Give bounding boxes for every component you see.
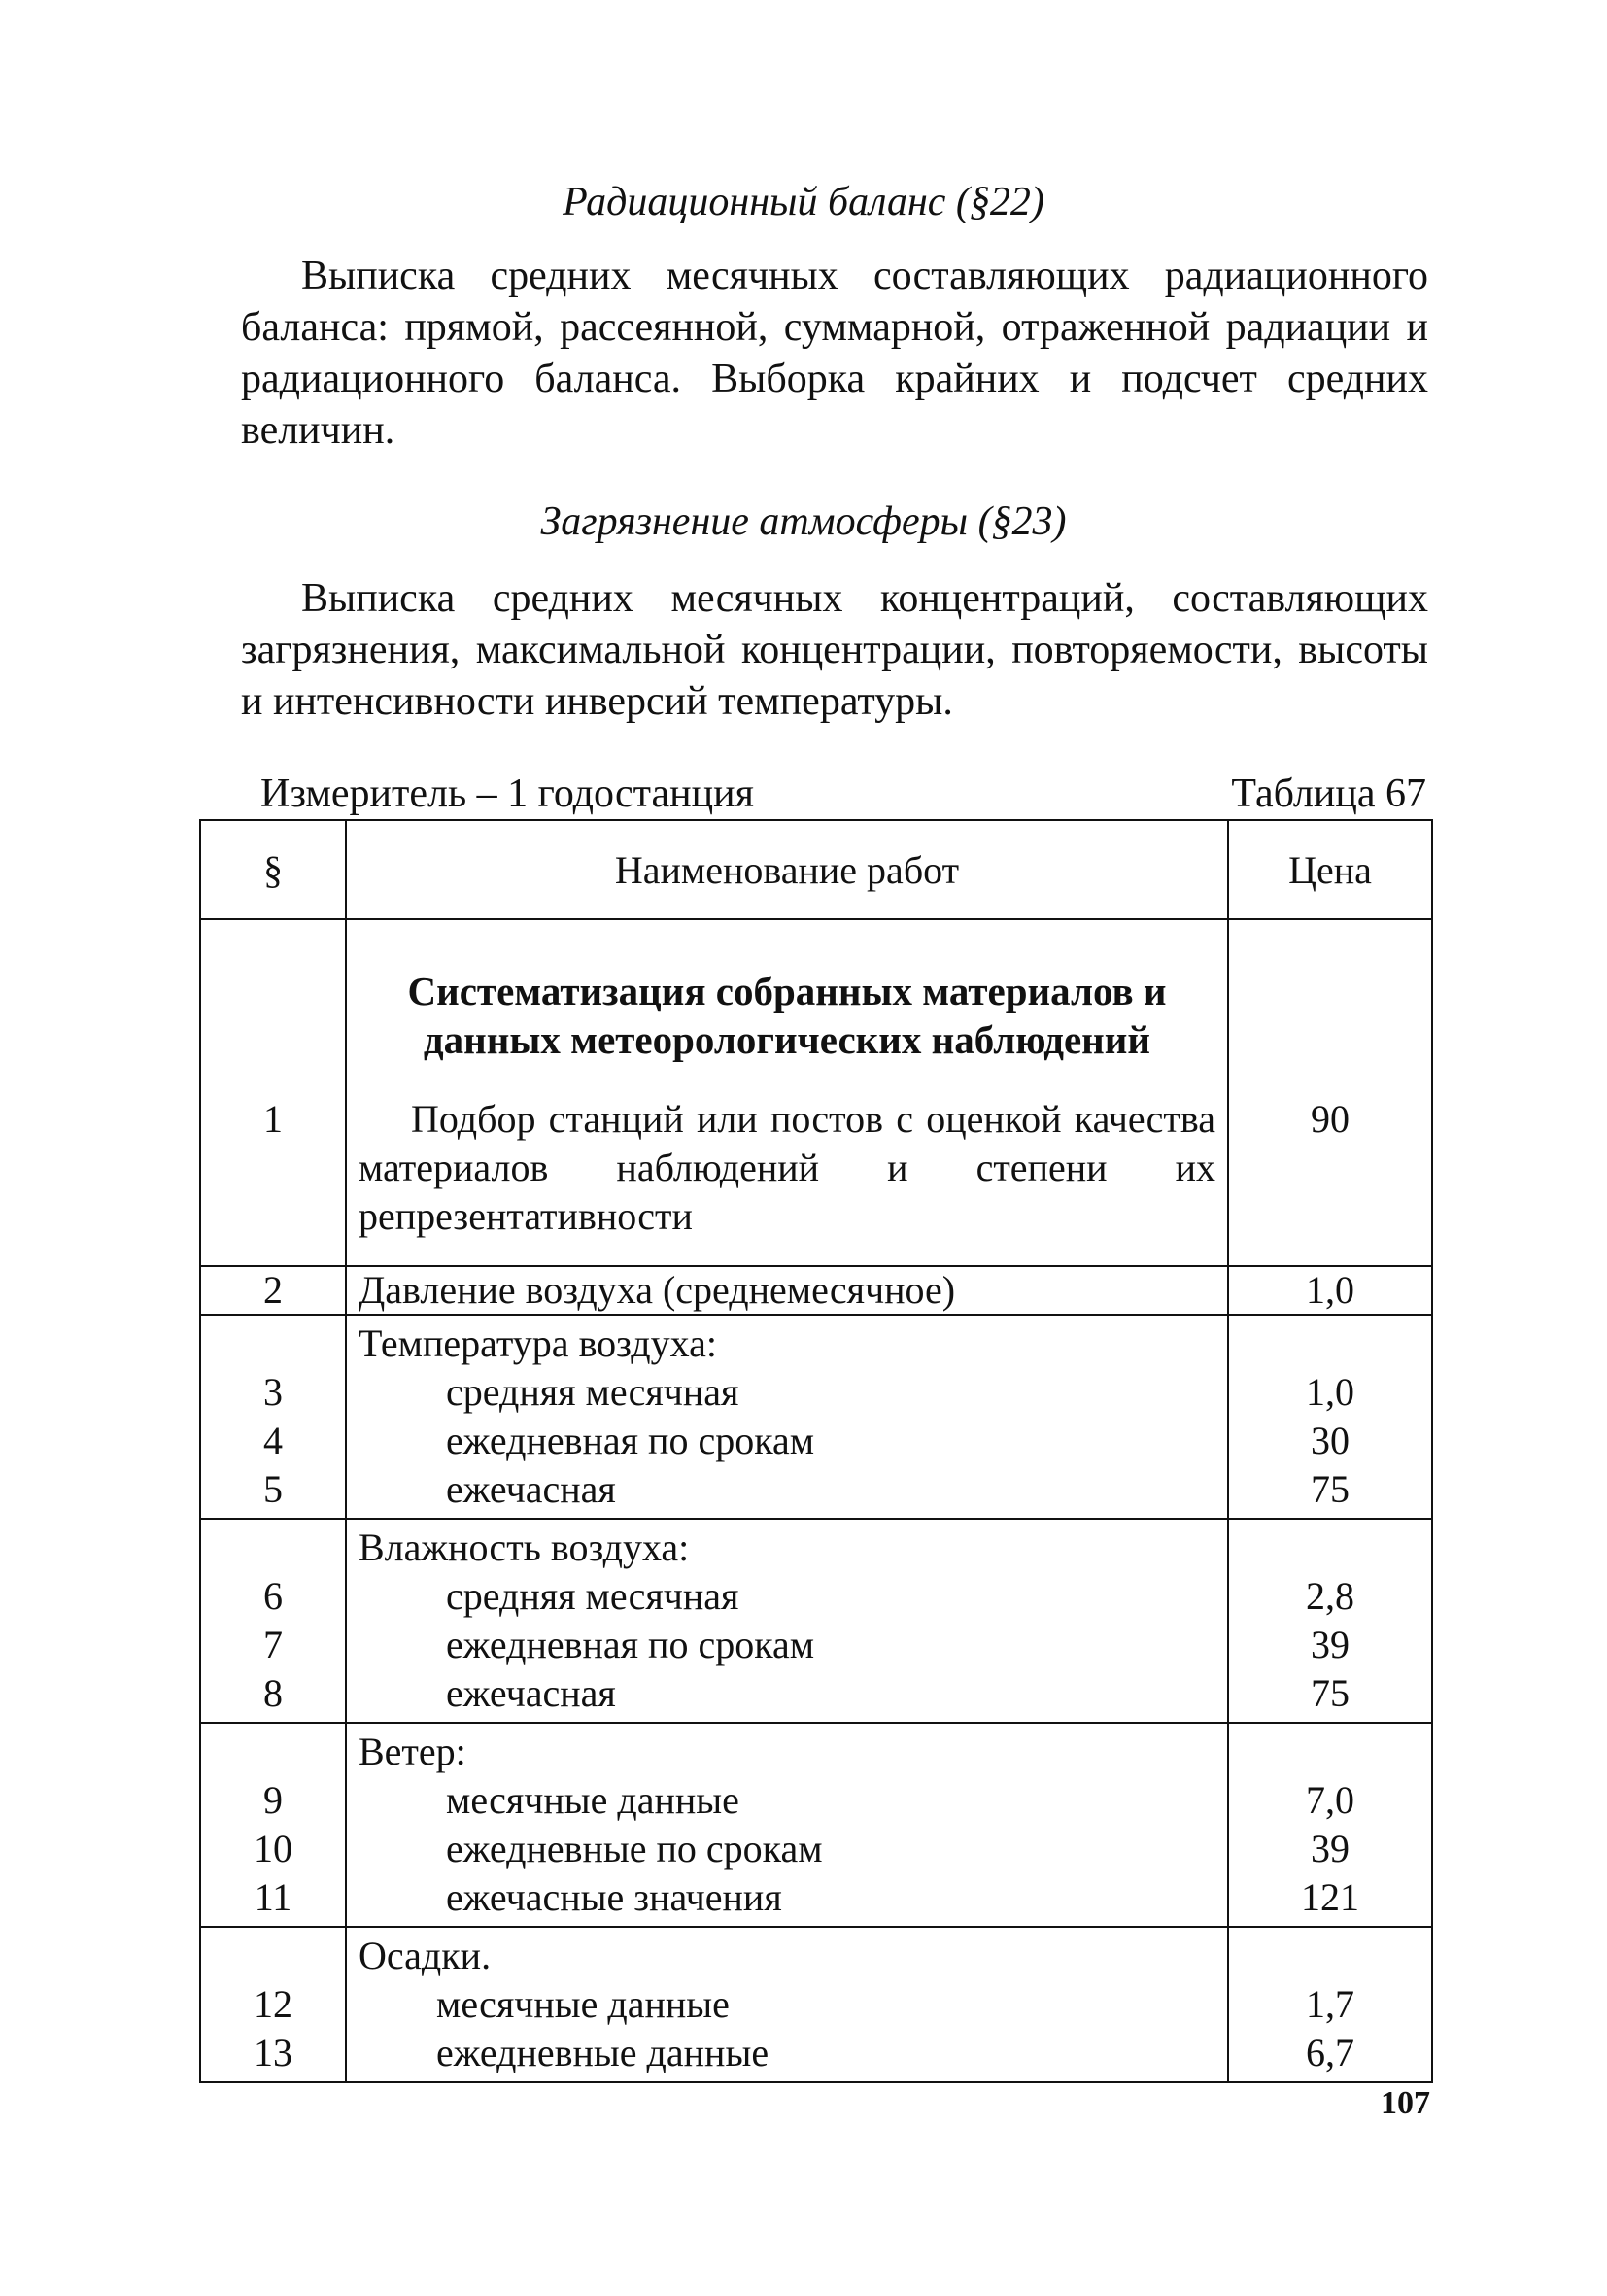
section-heading-radiation: Радиационный баланс (§22)	[563, 180, 1044, 224]
row-text: Давление воздуха (среднемесячное)	[346, 1266, 1228, 1315]
group-texts: Влажность воздуха: средняя месячная ежедневная по срокам ежечасная	[346, 1519, 1228, 1723]
row-text-cell	[346, 919, 1228, 1266]
section-body-pollution: Выписка средних месячных концентраций, составляющих загрязнения, максимальной концентрации, повторяемости, высоты и интенсивности инверсий температуры.	[241, 576, 1428, 724]
group-nums: 12 13	[200, 1927, 346, 2082]
table-group-wind	[200, 1723, 1432, 1927]
row-price: 90	[1311, 1097, 1350, 1141]
group-title: Осадки.	[359, 1934, 492, 1977]
group-prices: 7,0 39 121	[1228, 1723, 1432, 1927]
row-text: Подбор станций или постов с оценкой качества материалов наблюдений и степени их репрезентативности	[359, 1097, 1215, 1238]
row-price: 1,0	[1228, 1266, 1432, 1315]
table-group-temperature	[200, 1315, 1432, 1519]
row-price-cell	[1228, 919, 1432, 1266]
table-meter: Измеритель – 1 годостанция	[260, 771, 754, 816]
table-group-precipitation	[200, 1927, 1432, 2082]
group-nums: 9 10 11	[200, 1723, 346, 1927]
group-nums: 3 4 5	[200, 1315, 346, 1519]
table-caption	[260, 770, 1426, 818]
table-row	[200, 1266, 1432, 1315]
group-texts: Ветер: месячные данные ежедневные по срокам ежечасные значения	[346, 1723, 1228, 1927]
row-num-cell	[200, 919, 346, 1266]
section-body-radiation: Выписка средних месячных составляющих радиационного баланса: прямой, рассеянной, суммарной, отраженной радиации и радиационного баланса. Выборка крайних и подсчет средних величин.	[241, 254, 1428, 453]
group-title: Влажность воздуха:	[359, 1525, 690, 1569]
header-work-name: Наименование работ	[346, 820, 1228, 919]
table-number: Таблица 67	[1231, 771, 1426, 816]
section-heading-pollution: Загрязнение атмосферы (§23)	[540, 499, 1067, 544]
table-header-row	[200, 820, 1432, 919]
group-title: Ветер:	[359, 1730, 466, 1773]
page-number: 107	[1381, 2085, 1430, 2121]
section-title: Систематизация собранных материалов и данных метеорологических наблюдений	[407, 969, 1167, 1062]
group-prices: 1,0 30 75	[1228, 1315, 1432, 1519]
row-num: 2	[200, 1266, 346, 1315]
works-table	[199, 819, 1433, 2083]
group-prices: 1,7 6,7	[1228, 1927, 1432, 2082]
group-prices: 2,8 39 75	[1228, 1519, 1432, 1723]
row-num: 1	[263, 1097, 283, 1141]
group-title: Температура воздуха:	[359, 1321, 717, 1365]
table-group-humidity	[200, 1519, 1432, 1723]
table-row	[200, 919, 1432, 1266]
group-texts: Осадки. месячные данные ежедневные данные	[346, 1927, 1228, 2082]
header-paragraph: §	[200, 820, 346, 919]
group-texts: Температура воздуха: средняя месячная ежедневная по срокам ежечасная	[346, 1315, 1228, 1519]
header-price: Цена	[1228, 820, 1432, 919]
group-nums: 6 7 8	[200, 1519, 346, 1723]
